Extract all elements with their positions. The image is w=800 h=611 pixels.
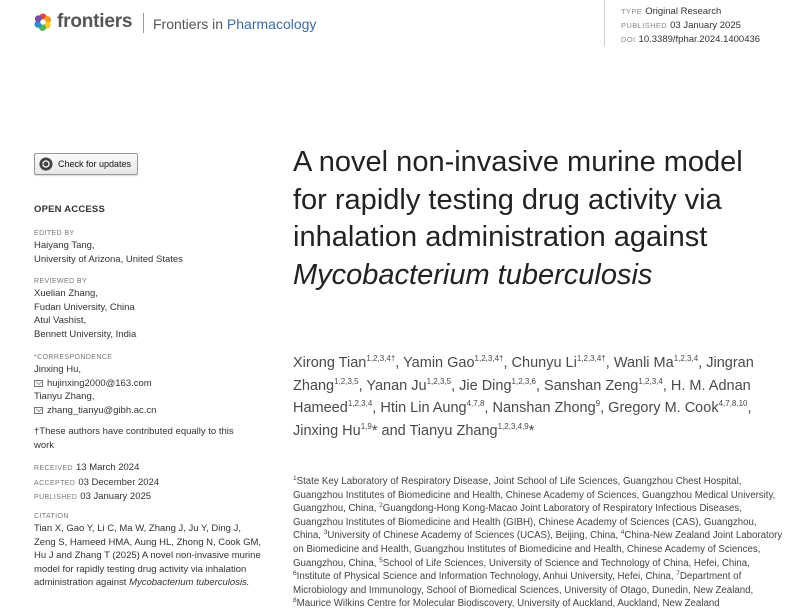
citation-text: Tian X, Gao Y, Li C, Ma W, Zhang J, Ju Y, Ding J, Zeng S, Hameed HMA, Aung HL, Zhong N, Cook GM, Hu J and Zhang T (2025) A novel non-invasive murine model for rapidly testing drug activity via inhalation administration against	[34, 523, 262, 589]
author-name: Jingran Zhang	[293, 355, 754, 394]
author-affiliation-sup: 1,2,3,4†	[576, 354, 606, 363]
type-label: TYPE	[621, 7, 643, 16]
citation-label: CITATION	[34, 513, 69, 520]
author-affiliation-sup: 1,2,3,4†	[366, 354, 396, 363]
citation-body	[34, 522, 262, 590]
author-affiliation-sup: 1,2,3,5	[426, 376, 452, 386]
author-name: Wanli Ma	[613, 355, 674, 371]
affiliation-number: 2	[379, 502, 383, 510]
affiliation-text: Guangdong-Hong Kong-Macao Joint Laboratory of Respiratory Infectious Diseases, Guangzhou Institutes of Biomedicine and Health (GIBH), Chinese Academy of Sciences (CAS), Guangzhou, China,	[293, 503, 757, 542]
author-affiliation-sup: 1,2,3,4†	[474, 354, 504, 363]
header-divider	[143, 13, 144, 33]
doi-link[interactable]: 10.3389/fphar.2024.1400436	[638, 34, 761, 45]
citation-section	[34, 511, 262, 590]
reviewer-affiliation: Bennett University, India	[34, 328, 137, 340]
type-value: Original Research	[645, 6, 722, 17]
frontiers-logo[interactable]	[34, 11, 132, 33]
edited-by-section	[34, 228, 266, 266]
email-link[interactable]: zhang_tianyu@gibh.ac.cn	[47, 404, 157, 416]
author-name: Gregory M. Cook	[608, 400, 719, 417]
affiliation-number: 8	[293, 597, 297, 605]
affiliation-text: School of Life Sciences, University of Science and Technology of China, Hefei, China,	[382, 557, 750, 569]
correspondence-label: *CORRESPONDENCE	[34, 354, 113, 361]
author[interactable]	[403, 355, 503, 371]
editor-affiliation: University of Arizona, United States	[34, 253, 183, 265]
affiliations	[293, 475, 783, 611]
published-value: 03 January 2025	[80, 491, 152, 503]
author[interactable]	[366, 378, 451, 394]
edited-by-label: EDITED BY	[34, 230, 75, 237]
author[interactable]	[608, 400, 747, 416]
author-affiliation-sup: 1,2,3,4	[673, 354, 699, 363]
author-separator: ,	[503, 355, 512, 371]
reviewer-name: Atul Vashist,	[34, 315, 87, 327]
correspondence-section	[34, 352, 266, 417]
article-meta	[621, 5, 760, 47]
reviewed-by-label: REVIEWED BY	[34, 278, 88, 285]
author-affiliation-sup: 1,2,3,6	[511, 376, 536, 386]
affiliation-text: State Key Laboratory of Respiratory Disease, Joint School of Life Sciences, Guangzhou Chest Hospital, Guangzhou Institutes of Biomedicine and Health, Chinese Academy of Sciences, Guangzhou Medical University, Guangzhou, China,	[293, 476, 776, 515]
author-name: Yanan Ju	[366, 377, 427, 394]
received-label: RECEIVED	[34, 465, 73, 472]
email-row	[34, 404, 266, 418]
check-for-updates-button[interactable]	[34, 153, 138, 175]
journal-prefix: Frontiers in	[153, 16, 227, 32]
citation-species: Mycobacterium tuberculosis.	[129, 577, 250, 589]
author-affiliation-sup: 1,2,3,4,9	[497, 421, 529, 431]
editor-name: Haiyang Tang,	[34, 240, 95, 251]
author[interactable]	[544, 378, 663, 394]
author[interactable]	[293, 423, 372, 439]
logo-text: frontiers	[57, 11, 133, 32]
check-for-updates-label: Check for updates	[58, 159, 132, 169]
author[interactable]	[380, 400, 484, 416]
author-name: Xirong Tian	[293, 355, 367, 371]
author-separator: ,	[662, 377, 671, 394]
author-name: Chunyu Li	[511, 355, 577, 371]
author-affiliation-sup: 4,7,8,10	[718, 399, 748, 409]
affiliation-number: 1	[293, 475, 297, 482]
author-name: Htin Lin Aung	[380, 400, 467, 417]
author-separator: ,	[747, 400, 752, 417]
author[interactable]	[614, 355, 698, 371]
affiliation-number: 4	[620, 529, 625, 537]
received-value: 13 March 2024	[76, 462, 140, 473]
author-separator: ,	[372, 400, 381, 417]
frontiers-flower-icon	[34, 13, 52, 31]
article-title	[293, 144, 773, 294]
author-name: Yamin Gao	[403, 355, 475, 371]
refresh-icon	[39, 157, 53, 171]
author-affiliation-sup: 1,2,3,4	[638, 376, 663, 386]
author[interactable]	[409, 423, 528, 439]
author-separator: ,	[484, 400, 493, 417]
affiliation-number: 6	[293, 570, 297, 578]
affiliation-text: Department of Microbiology and Immunology, School of Biomedical Sciences, University of Otago, Dunedin, New Zealand,	[293, 571, 754, 596]
doi-label: DOI	[621, 35, 636, 44]
published-label: PUBLISHED	[34, 494, 78, 502]
author-affiliation-sup: 9	[595, 399, 601, 409]
author-name: Tianyu Zhang	[409, 422, 498, 439]
author-separator: ,	[600, 400, 609, 417]
affiliation-number: 3	[323, 529, 328, 537]
published-label: PUBLISHED	[621, 21, 668, 30]
affiliation-text: University of Chinese Academy of Sciences (UCAS), Beijing, China,	[327, 530, 621, 542]
affiliation-number: 7	[676, 570, 680, 578]
author-list	[293, 352, 783, 442]
author-name: Sanshan Zeng	[544, 377, 639, 394]
author-separator: ,	[451, 377, 460, 394]
accepted-label: ACCEPTED	[34, 479, 76, 487]
journal-field: Pharmacology	[226, 16, 317, 32]
author-affiliation-sup: 1,9	[360, 421, 372, 431]
author-affiliation-sup: 4,7,8	[466, 399, 485, 409]
journal-name[interactable]	[153, 16, 316, 32]
accepted-value: 03 December 2024	[78, 476, 160, 488]
email-icon	[34, 380, 43, 387]
author[interactable]	[492, 400, 600, 416]
author[interactable]	[512, 355, 606, 371]
author-affiliation-sup: 1,2,3,4	[347, 399, 373, 409]
reviewed-by-section	[34, 276, 266, 341]
author[interactable]	[293, 355, 395, 371]
email-icon	[34, 407, 43, 414]
affiliation-number: 5	[379, 556, 383, 564]
author-separator: ,	[358, 377, 367, 394]
affiliation-text: Maurice Wilkins Centre for Molecular Biodiscovery, University of Auckland, Auckland, New Zealand	[296, 598, 720, 610]
author[interactable]	[459, 378, 536, 394]
author-separator: ,	[605, 355, 614, 371]
author-separator: * and	[371, 422, 410, 439]
email-row	[34, 377, 266, 391]
meta-divider	[604, 0, 605, 46]
affiliation-text: China-New Zealand Joint Laboratory on Biomedicine and Health, Guangzhou Institutes of Biomedicine and Health, Chinese Academy of Sciences, Guangzhou, China,	[293, 530, 783, 569]
author-name: Jie Ding	[459, 377, 512, 394]
author-name: H. M. Adnan Hameed	[293, 377, 751, 417]
equal-contribution-note: †These authors have contributed equally to this work	[34, 426, 234, 451]
author-name: Nanshan Zhong	[492, 400, 596, 417]
author-separator: *	[528, 422, 535, 439]
published-value: 03 January 2025	[670, 20, 741, 31]
history-section	[34, 461, 266, 505]
title-main: A novel non-invasive murine model for rapidly testing drug activity via inhalation administration against	[293, 146, 743, 253]
reviewer-affiliation: Fudan University, China	[34, 301, 135, 313]
email-link[interactable]: hujinxing2000@163.com	[47, 377, 152, 389]
author-affiliation-sup: 1,2,3,5	[334, 376, 359, 386]
author-separator: ,	[395, 355, 404, 371]
correspondent-name: Tianyu Zhang,	[34, 391, 95, 403]
author-separator: ,	[535, 377, 545, 394]
correspondent-name: Jinxing Hu,	[34, 364, 81, 375]
title-species: Mycobacterium tuberculosis	[293, 258, 653, 291]
author-separator: ,	[698, 355, 707, 371]
reviewer-name: Xuelian Zhang,	[34, 288, 98, 299]
open-access: OPEN ACCESS	[34, 204, 106, 215]
affiliation-text: Institute of Physical Science and Information Technology, Anhui University, Hefei, China,	[296, 571, 677, 583]
author-name: Jinxing Hu	[293, 422, 361, 439]
